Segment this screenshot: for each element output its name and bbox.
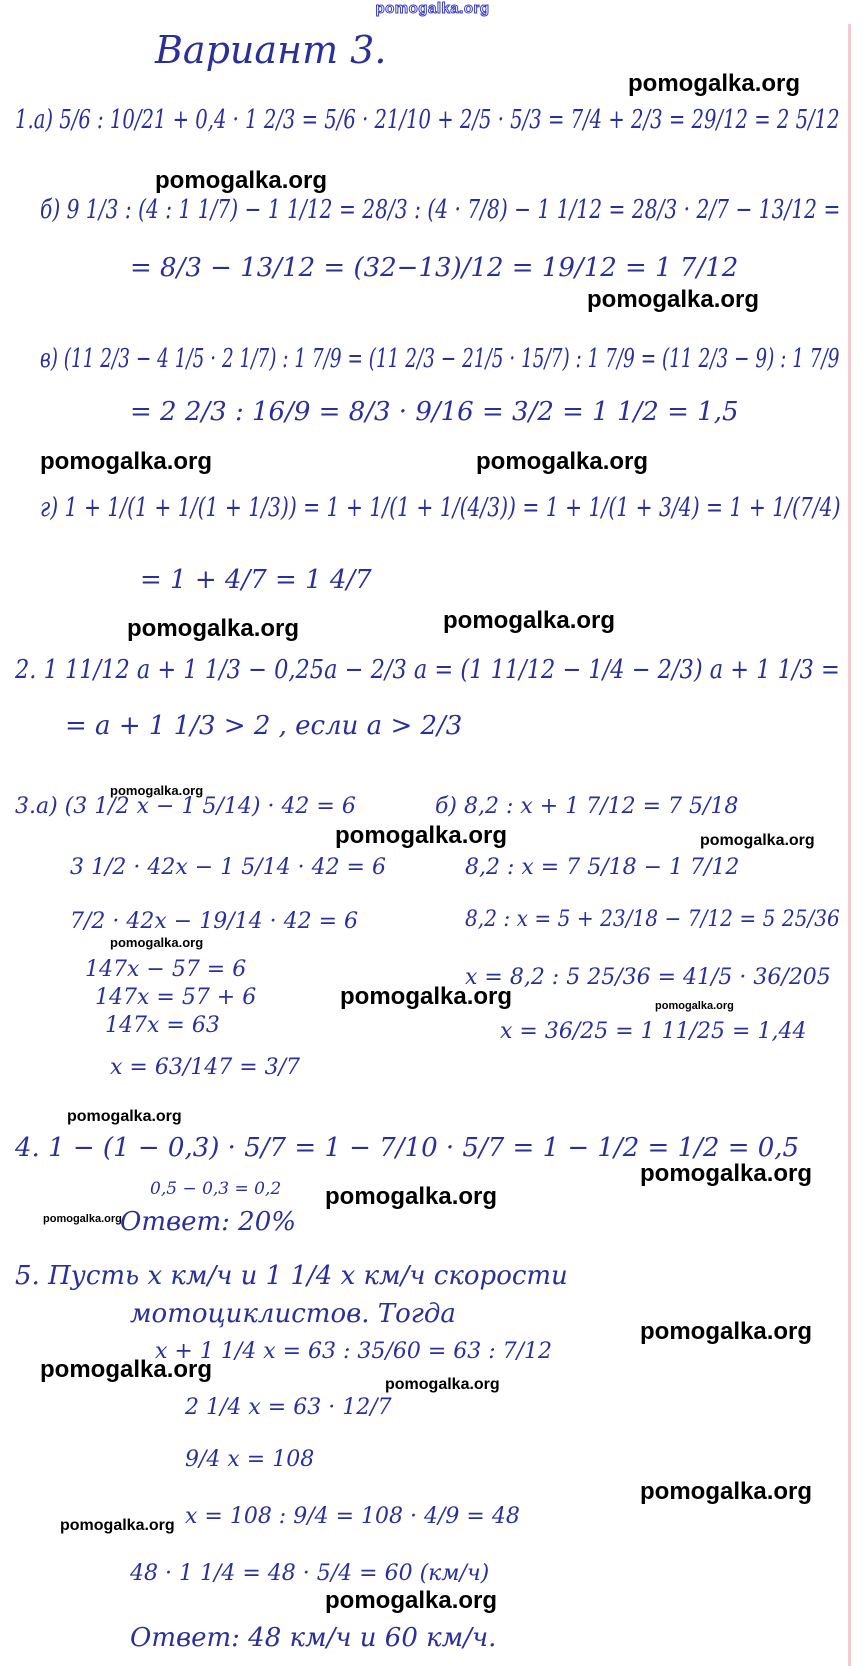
- task3a-line4: 147x − 57 = 6: [85, 957, 247, 982]
- task3a-line1: 3.а) (3 1/2 x − 1 5/14) · 42 = 6: [15, 794, 356, 819]
- task3b-line3: 8,2 : x = 5 + 23/18 − 7/12 = 5 25/36: [465, 907, 840, 932]
- task3a-line6: 147x = 63: [105, 1013, 220, 1038]
- watermark-text: pomogalka.org: [325, 1587, 498, 1614]
- task4-line1: 4. 1 − (1 − 0,3) · 5/7 = 1 − 7/10 · 5/7 = 1 − 1/2 = 1/2 = 0,5: [15, 1133, 800, 1163]
- variant-title: Вариант 3.: [155, 28, 387, 72]
- watermark-text: pomogalka.org: [67, 1108, 182, 1125]
- task5-line6: x = 108 : 9/4 = 108 · 4/9 = 48: [185, 1504, 520, 1529]
- watermark-text: pomogalka.org: [655, 1000, 734, 1012]
- task3a-line2: 3 1/2 · 42x − 1 5/14 · 42 = 6: [70, 855, 386, 880]
- task1b-line2: = 8/3 − 13/12 = (32−13)/12 = 19/12 = 1 7/12: [130, 253, 739, 283]
- task3b-line5: x = 36/25 = 1 11/25 = 1,44: [500, 1019, 807, 1044]
- watermark-text: pomogalka.org: [60, 1517, 175, 1534]
- task5-answer: Ответ: 48 км/ч и 60 км/ч.: [130, 1623, 497, 1653]
- task4-line2: 0,5 − 0,3 = 0,2: [150, 1179, 282, 1199]
- task1g-line1: г) 1 + 1/(1 + 1/(1 + 1/3)) = 1 + 1/(1 + 1/(4/3)) = 1 + 1/(1 + 3/4) = 1 + 1/(7/4): [40, 493, 841, 523]
- task1b-line1: б) 9 1/3 : (4 : 1 1/7) − 1 1/12 = 28/3 : (4 · 7/8) − 1 1/12 = 28/3 · 2/7 − 13/12 =: [40, 195, 841, 225]
- watermark-text: pomogalka.org: [640, 1160, 813, 1187]
- watermark-text: pomogalka.org: [40, 1356, 213, 1383]
- task4-answer: Ответ: 20%: [120, 1207, 296, 1237]
- watermark-text: pomogalka.org: [110, 783, 204, 798]
- task1a-line: 1.а) 5/6 : 10/21 + 0,4 · 1 2/3 = 5/6 · 21/10 + 2/5 · 5/3 = 7/4 + 2/3 = 29/12 = 2 5/12: [15, 105, 840, 135]
- watermark-text: pomogalka.org: [640, 1478, 813, 1505]
- task3b-line1: б) 8,2 : x + 1 7/12 = 7 5/18: [435, 794, 739, 819]
- task5-line3: x + 1 1/4 x = 63 : 35/60 = 63 : 7/12: [155, 1339, 553, 1364]
- watermark-text: pomogalka.org: [155, 167, 328, 194]
- watermark-text: pomogalka.org: [476, 448, 649, 475]
- watermark-text: pomogalka.org: [335, 822, 508, 849]
- watermark-text: pomogalka.org: [700, 832, 815, 849]
- task5-line2: мотоциклистов. Тогда: [130, 1299, 456, 1329]
- watermark-text: pomogalka.org: [587, 286, 760, 313]
- task3a-line3: 7/2 · 42x − 19/14 · 42 = 6: [70, 909, 358, 934]
- site-header: pomogalka.org: [375, 0, 490, 17]
- task2-line1: 2. 1 11/12 a + 1 1/3 − 0,25a − 2/3 a = (1 11/12 − 1/4 − 2/3) a + 1 1/3 =: [15, 655, 840, 685]
- task2-line2: = a + 1 1/3 > 2 , если a > 2/3: [65, 711, 463, 741]
- task3b-line4: x = 8,2 : 5 25/36 = 41/5 · 36/205: [465, 965, 831, 990]
- task1v-line2: = 2 2/3 : 16/9 = 8/3 · 9/16 = 3/2 = 1 1/2 = 1,5: [130, 397, 739, 427]
- task3a-line7: x = 63/147 = 3/7: [110, 1055, 301, 1080]
- margin-line: [848, 24, 851, 1666]
- task1g-line2: = 1 + 4/7 = 1 4/7: [140, 565, 372, 595]
- task1v-line1: в) (11 2/3 − 4 1/5 · 2 1/7) : 1 7/9 = (11 2/3 − 21/5 · 15/7) : 1 7/9 = (11 2/3 − 9) : 1 7/9: [40, 344, 840, 374]
- watermark-text: pomogalka.org: [385, 1376, 500, 1393]
- task3b-line2: 8,2 : x = 7 5/18 − 1 7/12: [465, 855, 740, 880]
- watermark-text: pomogalka.org: [325, 1183, 498, 1210]
- task5-line1: 5. Пусть x км/ч и 1 1/4 x км/ч скорости: [15, 1261, 568, 1291]
- watermark-text: pomogalka.org: [127, 615, 300, 642]
- task5-line4: 2 1/4 x = 63 · 12/7: [185, 1395, 392, 1420]
- task5-line5: 9/4 x = 108: [185, 1447, 315, 1472]
- watermark-text: pomogalka.org: [640, 1318, 813, 1345]
- watermark-text: pomogalka.org: [43, 1213, 122, 1225]
- watermark-text: pomogalka.org: [443, 607, 616, 634]
- watermark-text: pomogalka.org: [110, 935, 204, 950]
- watermark-text: pomogalka.org: [628, 70, 801, 97]
- task3a-line5: 147x = 57 + 6: [95, 985, 257, 1010]
- watermark-text: pomogalka.org: [340, 983, 513, 1010]
- task5-line7: 48 · 1 1/4 = 48 · 5/4 = 60 (км/ч): [130, 1561, 490, 1586]
- watermark-text: pomogalka.org: [40, 448, 213, 475]
